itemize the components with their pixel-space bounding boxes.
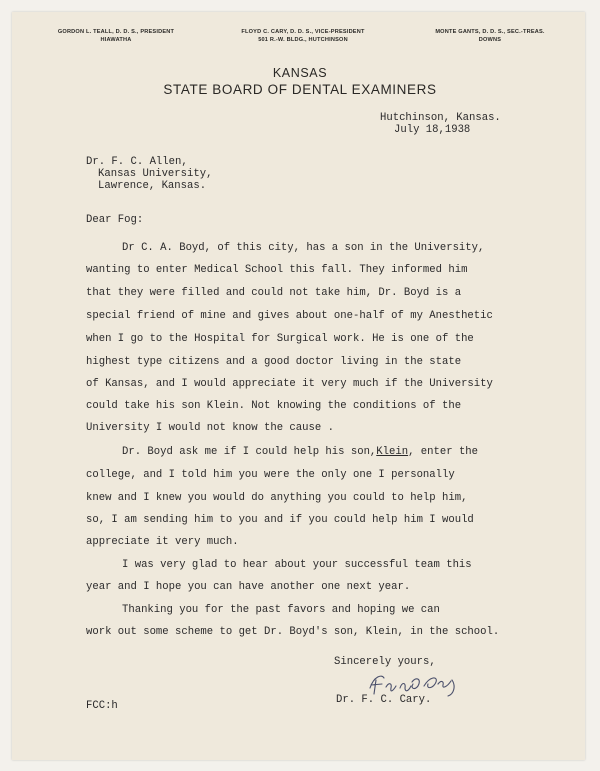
president-name: GORDON L. TEALL, D. D. S., PRESIDENT	[57, 29, 175, 35]
closing: Sincerely yours,	[334, 656, 436, 668]
signer-name: Dr. F. C. Cary.	[336, 694, 432, 706]
vice-president-name: FLOYD C. CARY, D. D. S., VICE-PRESIDENT	[241, 29, 365, 35]
body-segment: , enter the	[408, 446, 479, 458]
body-line: University I would not know the cause .	[86, 422, 334, 434]
body-line: Dr C. A. Boyd, of this city, has a son in the University,	[122, 242, 485, 254]
place: Hutchinson, Kansas.	[380, 112, 501, 124]
secretary-name: MONTE GANTS, D. D. S., SEC.-TREAS.	[435, 29, 545, 35]
body-line: could take his son Klein. Not knowing the conditions of the	[86, 400, 462, 412]
letterhead-president	[36, 28, 196, 44]
body-line: wanting to enter Medical School this fall. They informed him	[86, 264, 468, 276]
body-line: I was very glad to hear about your successful team this	[122, 559, 472, 571]
body-line: work out some scheme to get Dr. Boyd's son, Klein, in the school.	[86, 626, 500, 638]
state-heading: KANSAS	[272, 66, 328, 80]
recipient-line: Kansas University,	[98, 168, 213, 180]
body-segment: Dr. Boyd ask me if I could help his son,	[122, 446, 377, 458]
body-line: so, I am sending him to you and if you could help him I would	[86, 514, 474, 526]
place-date	[380, 112, 501, 136]
salutation: Dear Fog:	[86, 214, 144, 226]
recipient-line: Lawrence, Kansas.	[98, 180, 207, 192]
secretary-city: DOWNS	[478, 37, 502, 43]
president-city: HIAWATHA	[100, 37, 132, 43]
body-line: that they were filled and could not take him, Dr. Boyd is a	[86, 287, 462, 299]
body-line: when I go to the Hospital for Surgical work. He is one of the	[86, 333, 474, 345]
body-line: college, and I told him you were the only one I personally	[86, 469, 455, 481]
date: July 18,1938	[394, 124, 471, 136]
body-line-with-name	[122, 446, 478, 458]
body-line: special friend of mine and gives about one-half of my Anesthetic	[86, 310, 493, 322]
body-line: appreciate it very much.	[86, 536, 239, 548]
body-line: year and I hope you can have another one next year.	[86, 581, 411, 593]
recipient-address	[86, 156, 212, 192]
body-line: of Kansas, and I would appreciate it very much if the University	[86, 378, 493, 390]
body-line: Thanking you for the past favors and hoping we can	[122, 604, 440, 616]
letterhead-secretary	[420, 28, 560, 44]
underlined-name: Klein	[376, 446, 409, 458]
letterhead-vice-president	[218, 28, 388, 44]
board-heading: STATE BOARD OF DENTAL EXAMINERS	[163, 82, 437, 97]
vice-president-address: 501 R.-W. BLDG., HUTCHINSON	[258, 37, 348, 43]
body-line: highest type citizens and a good doctor living in the state	[86, 356, 462, 368]
recipient-line: Dr. F. C. Allen,	[86, 156, 188, 168]
typist-initials: FCC:h	[86, 700, 118, 712]
body-line: knew and I knew you would do anything you could to help him,	[86, 492, 468, 504]
